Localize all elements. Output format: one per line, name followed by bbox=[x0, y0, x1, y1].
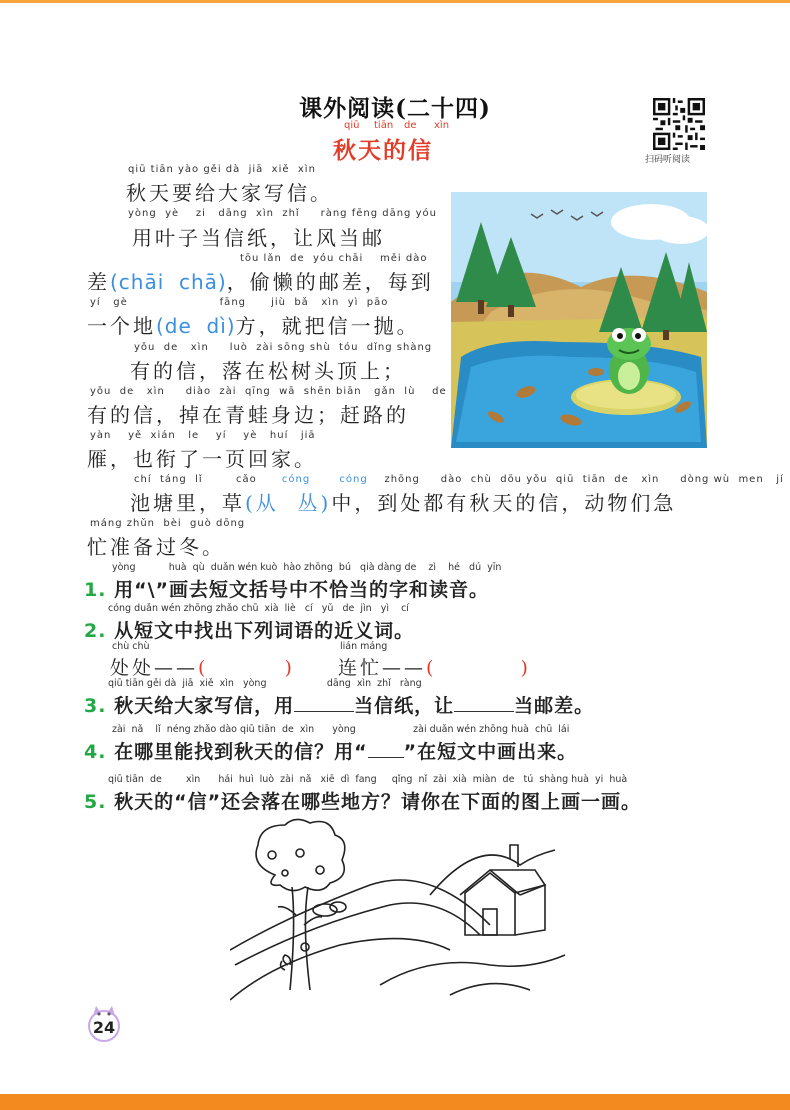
pinyin: chí táng lǐ cǎo bbox=[134, 474, 257, 485]
pinyin-line: tōu lǎn de yóu chāi měi dào bbox=[240, 253, 428, 264]
pinyin-line: yǒu de xìn luò zài sōng shù tóu dǐng shàng bbox=[134, 342, 433, 353]
passage-line: 秋天要给大家写信。 bbox=[126, 181, 333, 205]
question-text: ”在短文中画出来。 bbox=[403, 741, 578, 763]
question-4 bbox=[84, 737, 577, 764]
paren: ( bbox=[198, 657, 209, 679]
question-number: 3. bbox=[84, 695, 107, 717]
pinyin: xìn bbox=[434, 120, 450, 131]
synonym-row bbox=[110, 653, 295, 680]
pinyin-line: chù chù bbox=[112, 641, 150, 652]
frog-icon bbox=[607, 328, 651, 394]
pinyin-choice: cóng cóng bbox=[281, 474, 368, 485]
question-text: 当邮差。 bbox=[514, 695, 595, 717]
question-number: 2. bbox=[84, 620, 107, 642]
qr-code-icon[interactable] bbox=[653, 98, 705, 150]
paren: ) bbox=[520, 657, 531, 679]
drawing-area[interactable] bbox=[230, 815, 570, 1005]
pinyin-line: máng zhǔn bèi guò dōng bbox=[90, 518, 246, 529]
passage-text: 池塘里，草 bbox=[130, 491, 245, 515]
pinyin-line bbox=[134, 474, 784, 485]
pinyin: zhōng dào chù dōu yǒu qiū tiān de xìn dòng wù men jí bbox=[384, 474, 784, 485]
answer-blank[interactable] bbox=[294, 697, 354, 712]
question-text: 当信纸，让 bbox=[354, 695, 455, 717]
line-sample bbox=[368, 743, 404, 758]
top-border bbox=[0, 0, 790, 3]
pinyin-line: qiū tiān de xìn hái huì luò zài nǎ xiē dì fang qǐng nǐ zài xià miàn de tú shàng huà yi huà bbox=[108, 774, 628, 785]
page-number: 24 bbox=[92, 1018, 116, 1037]
question-text: 从短文中找出下列词语的近义词。 bbox=[114, 620, 415, 642]
passage-line bbox=[130, 487, 676, 516]
choice-paren: (从 丛) bbox=[245, 491, 332, 515]
question-1 bbox=[84, 575, 489, 602]
pinyin-line: yí gè fāng jiù bǎ xìn yì pāo bbox=[90, 297, 389, 308]
passage-text: 差 bbox=[87, 270, 110, 294]
page-title: 课外阅读(二十四) bbox=[299, 95, 491, 122]
question-2 bbox=[84, 616, 414, 643]
synonym-row bbox=[338, 653, 531, 680]
pinyin-line: lián máng bbox=[340, 641, 388, 652]
question-3 bbox=[84, 691, 594, 718]
passage-line: 用叶子当信纸，让风当邮 bbox=[132, 226, 385, 250]
question-text: 在哪里能找到秋天的信？用“ bbox=[114, 741, 368, 763]
passage-text: 一个地 bbox=[87, 314, 156, 338]
qr-label: 扫码听阅读 bbox=[645, 155, 691, 165]
question-text: 秋天给大家写信，用 bbox=[114, 695, 295, 717]
pinyin-line: qiū tiān gěi dà jiā xiě xìn yòng dāng xìn zhǐ ràng bbox=[108, 678, 422, 689]
question-text: 用“\”画去短文括号中不恰当的字和读音。 bbox=[114, 579, 489, 601]
question-number: 4. bbox=[84, 741, 107, 763]
passage-text: 方，就把信一抛。 bbox=[235, 314, 420, 338]
choice-paren: (de dì) bbox=[156, 314, 236, 338]
pinyin: de bbox=[404, 120, 417, 131]
passage-line: 有的信，掉在青蛙身边；赶路的 bbox=[87, 403, 409, 427]
question-number: 1. bbox=[84, 579, 107, 601]
pinyin-line: yàn yě xián le yí yè huí jiā bbox=[90, 430, 316, 441]
passage-text: ，偷懒的邮差，每到 bbox=[226, 270, 434, 294]
question-text: 秋天的“信”还会落在哪些地方？请你在下面的图上画一画。 bbox=[114, 791, 642, 813]
bottom-border bbox=[0, 1094, 790, 1110]
answer-blank[interactable] bbox=[454, 697, 514, 712]
pinyin-line: yòng huà qù duǎn wén kuò hào zhōng bú qià dàng de zì hé dú yīn bbox=[112, 562, 502, 573]
pinyin: tiān bbox=[374, 120, 394, 131]
passage-line: 忙准备过冬。 bbox=[87, 535, 225, 559]
synonym-word: 连忙—— bbox=[338, 657, 427, 679]
pinyin-line: yòng yè zi dāng xìn zhǐ ràng fēng dāng yóu bbox=[128, 208, 437, 219]
pinyin-line: cóng duǎn wén zhōng zhǎo chū xià liè cí yǔ de jìn yì cí bbox=[108, 603, 409, 614]
passage-line: 有的信，落在松树头顶上； bbox=[130, 359, 406, 383]
choice-paren: (chāi chā) bbox=[110, 270, 227, 294]
question-5 bbox=[84, 787, 641, 814]
passage-line: 雁，也衔了一页回家。 bbox=[87, 447, 317, 471]
pinyin: qiū bbox=[344, 120, 360, 131]
pinyin-line: qiū tiān yào gěi dà jiā xiě xìn bbox=[128, 164, 316, 175]
pond-frog-illustration bbox=[451, 192, 707, 448]
passage-line bbox=[87, 266, 434, 295]
passage-line bbox=[87, 310, 420, 339]
synonym-word: 处处—— bbox=[110, 657, 199, 679]
pinyin-line: zài nǎ lǐ néng zhǎo dào qiū tiān de xìn yòng zài duǎn wén zhōng huà chū lái bbox=[112, 724, 570, 735]
story-title: 秋天的信 bbox=[333, 138, 433, 164]
paren: ( bbox=[426, 657, 437, 679]
pinyin-line: yǒu de xìn diào zài qīng wā shēn biān gǎn lù de bbox=[90, 386, 447, 397]
paren: ) bbox=[284, 657, 295, 679]
question-number: 5. bbox=[84, 791, 107, 813]
passage-text: 中，到处都有秋天的信，动物们急 bbox=[331, 491, 677, 515]
